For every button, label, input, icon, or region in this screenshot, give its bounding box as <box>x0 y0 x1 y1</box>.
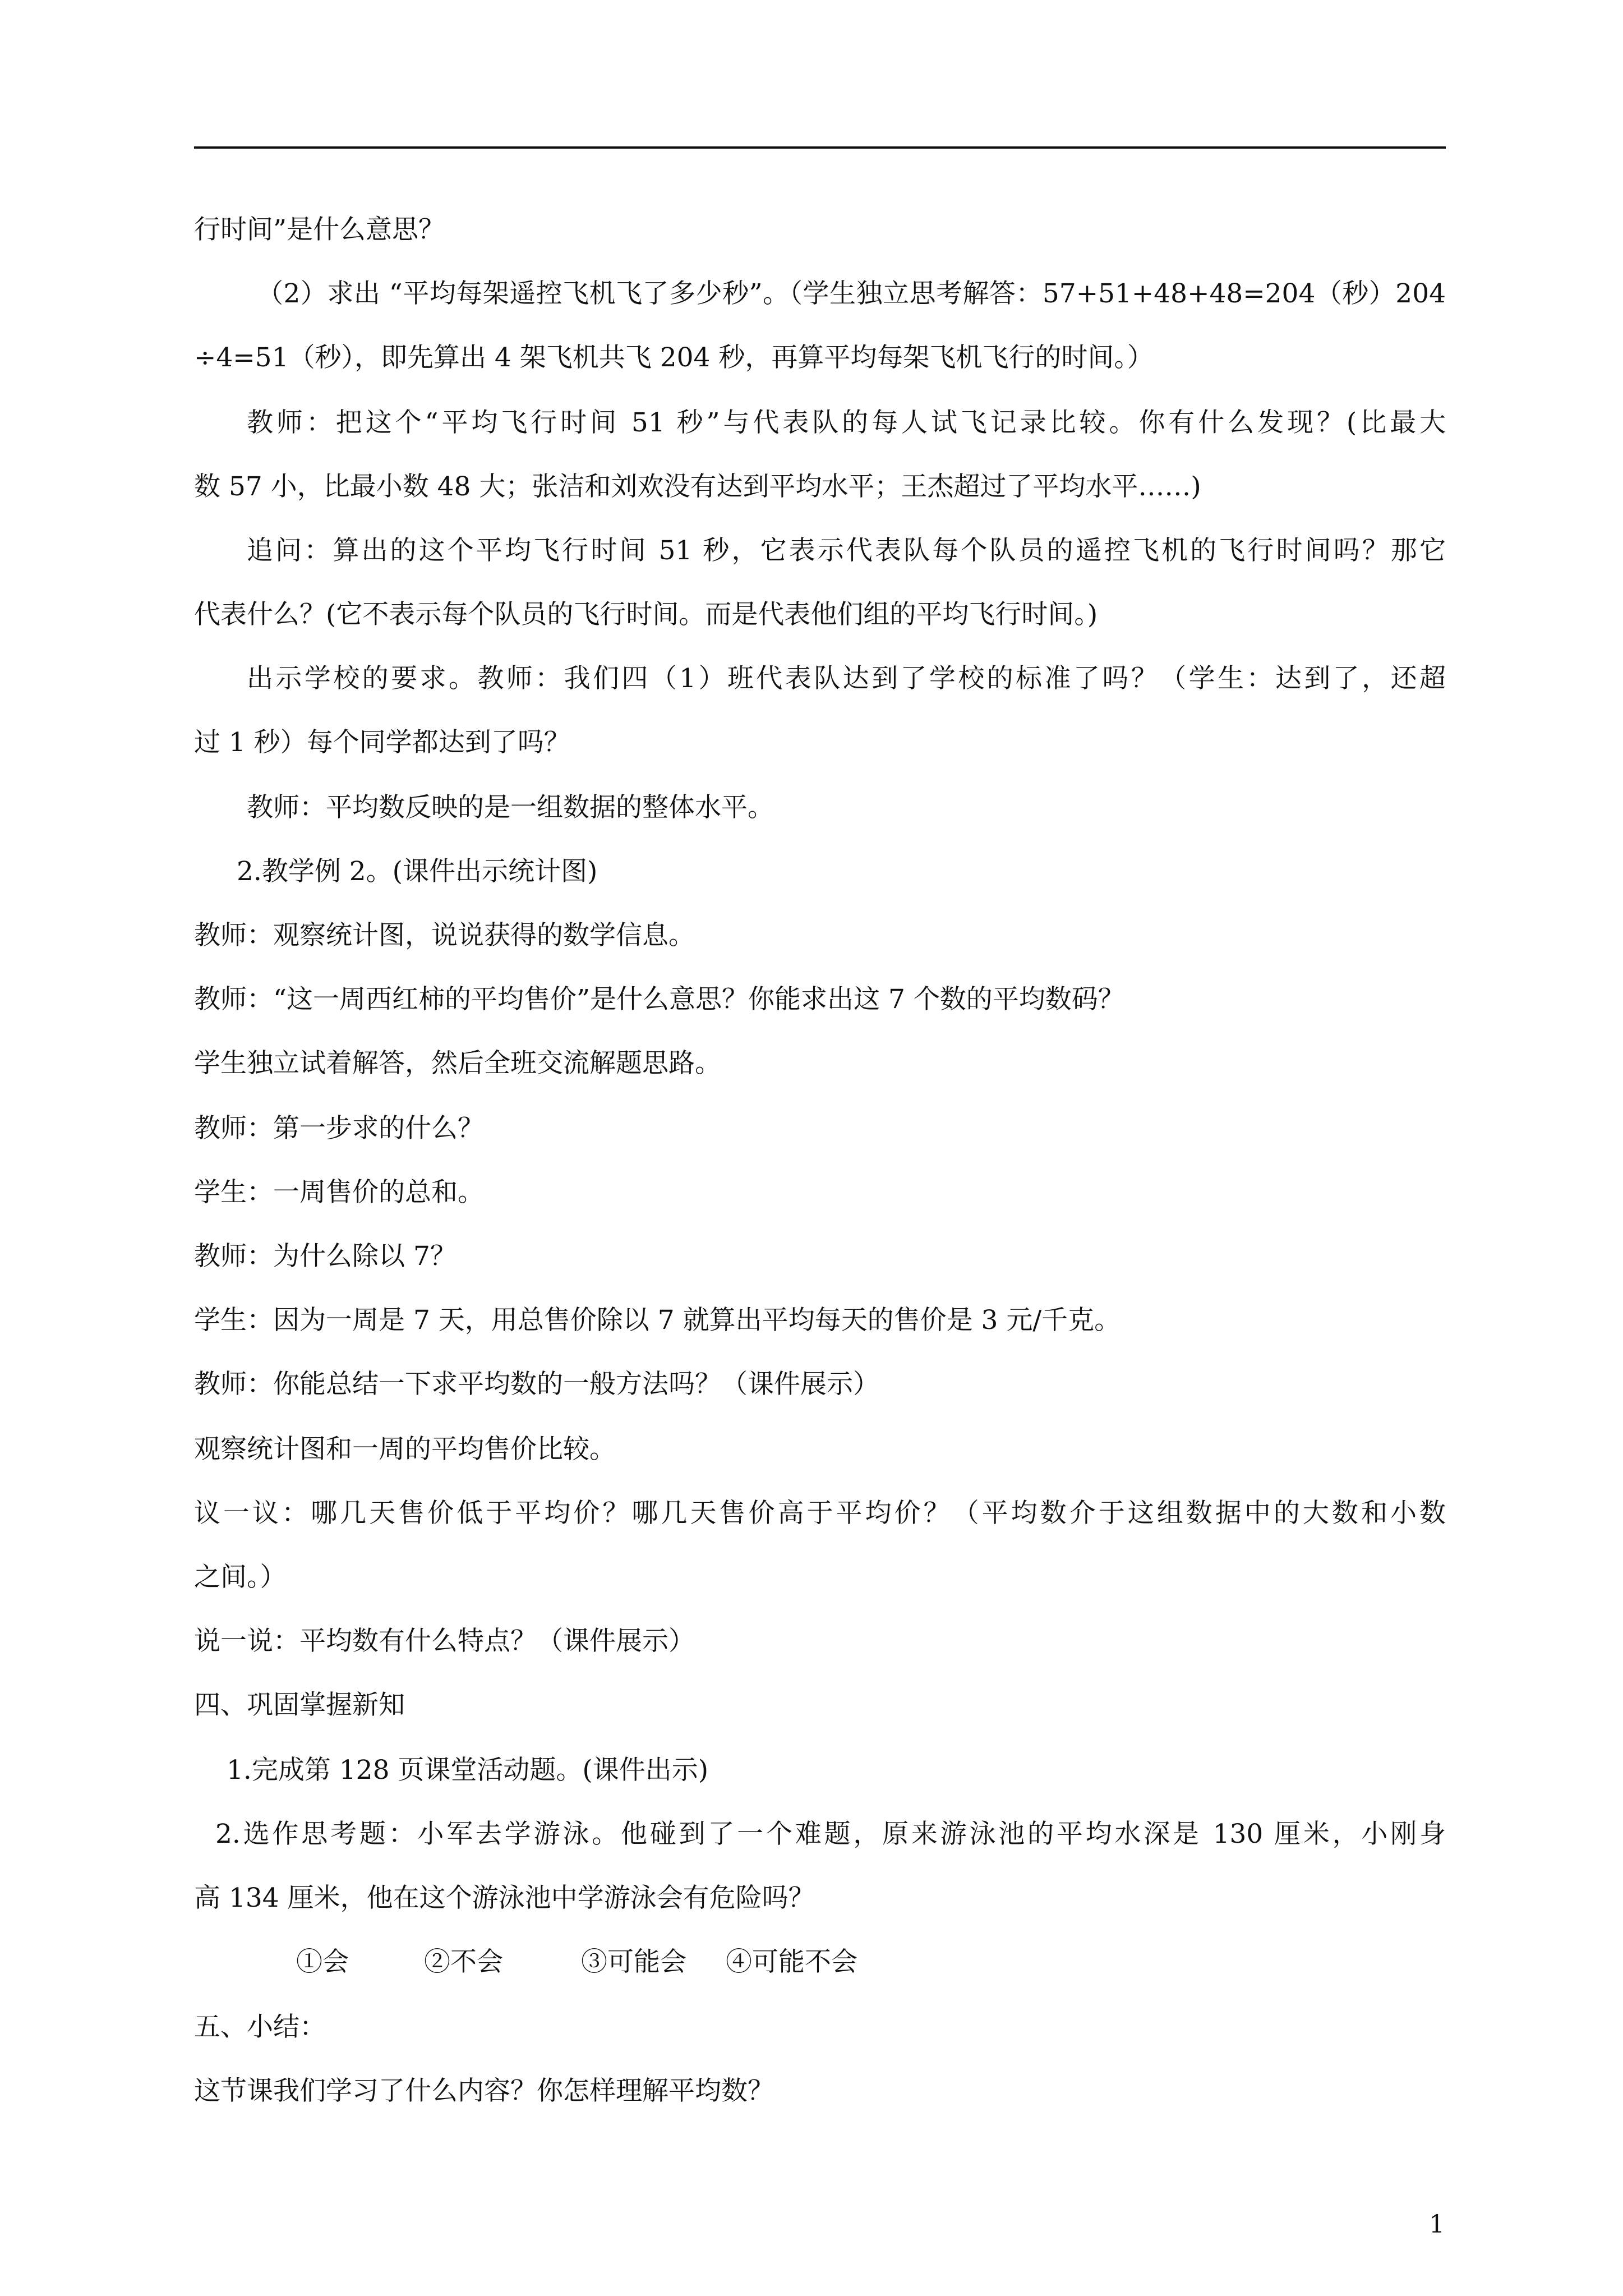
text-line: 这节课我们学习了什么内容？你怎样理解平均数？ <box>194 2076 774 2106</box>
text-line: 之间。） <box>194 1562 287 1593</box>
page-number: 1 <box>1429 2210 1445 2239</box>
text-line: 教师：第一步求的什么？ <box>194 1113 484 1144</box>
text-line: 过 1 秒）每个同学都达到了吗？ <box>194 727 570 758</box>
text-line: 观察统计图和一周的平均售价比较。 <box>194 1434 616 1465</box>
text-line: 高 134 厘米，他在这个游泳池中学游泳会有危险吗？ <box>194 1883 815 1913</box>
text-line: 教师：为什么除以 7？ <box>194 1241 457 1272</box>
text-line: 追问：算出的这个平均飞行时间 51 秒，它表示代表队每个队员的遥控飞机的飞行时间吗？那它 <box>247 535 1446 566</box>
text-line: 教师：“这一周西红柿的平均售价”是什么意思？你能求出这 7 个数的平均数码？ <box>194 984 1124 1015</box>
text-line: 数 57 小，比最小数 48 大；张洁和刘欢没有达到平均水平；王杰超过了平均水平……) <box>194 471 1201 502</box>
answer-option: ③可能会 <box>581 1947 686 1977</box>
text-line: 教师：平均数反映的是一组数据的整体水平。 <box>247 792 774 823</box>
text-line: 学生：一周售价的总和。 <box>194 1177 484 1208</box>
header-rule <box>194 146 1446 149</box>
answer-option: ①会 <box>296 1947 349 1977</box>
text-line: 教师：你能总结一下求平均数的一般方法吗？（课件展示） <box>194 1369 879 1400</box>
section-heading: 五、小结： <box>194 2012 326 2042</box>
section-heading: 四、巩固掌握新知 <box>194 1690 405 1720</box>
answer-option: ④可能不会 <box>726 1947 857 1977</box>
text-line: 1.完成第 128 页课堂活动题。(课件出示) <box>227 1755 709 1786</box>
text-line: 教师：把这个“平均飞行时间 51 秒”与代表队的每人试飞记录比较。你有什么发现？(比最大 <box>247 407 1446 438</box>
text-line: 说一说：平均数有什么特点？（课件展示） <box>194 1626 695 1657</box>
answer-option: ②不会 <box>424 1947 503 1977</box>
text-line: （2）求出 “平均每架遥控飞机飞了多少秒”。（学生独立思考解答：57+51+48+48=204（秒）204 <box>257 278 1446 309</box>
text-line: 行时间”是什么意思？ <box>194 214 445 245</box>
text-line: 2.教学例 2。(课件出示统计图) <box>237 856 598 887</box>
text-line: 教师：观察统计图，说说获得的数学信息。 <box>194 920 695 951</box>
text-line: 学生独立试着解答，然后全班交流解题思路。 <box>194 1048 721 1079</box>
text-line: 议一议：哪几天售价低于平均价？哪几天售价高于平均价？（平均数介于这组数据中的大数和小数 <box>194 1498 1446 1529</box>
text-line: 2.选作思考题：小军去学游泳。他碰到了一个难题，原来游泳池的平均水深是 130 厘米，小刚身 <box>215 1819 1446 1849</box>
text-line: 代表什么？(它不表示每个队员的飞行时间。而是代表他们组的平均飞行时间。) <box>194 599 1098 630</box>
text-line: 出示学校的要求。教师：我们四（1）班代表队达到了学校的标准了吗？（学生：达到了，还超 <box>247 663 1446 694</box>
text-line: 学生：因为一周是 7 天，用总售价除以 7 就算出平均每天的售价是 3 元/千克。 <box>194 1305 1121 1336</box>
text-line: ÷4=51（秒），即先算出 4 架飞机共飞 204 秒，再算平均每架飞机飞行的时间。） <box>194 342 1154 373</box>
